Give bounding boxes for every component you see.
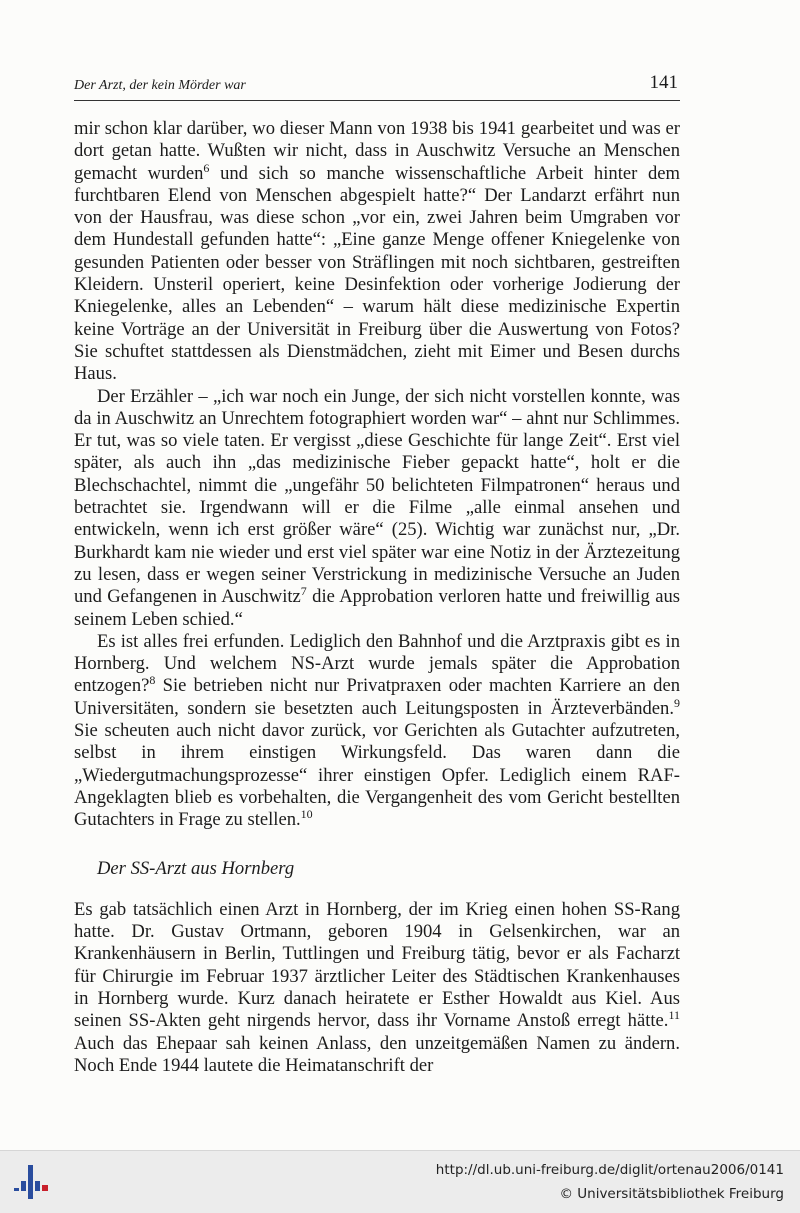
text-run: mir schon klar darüber, wo dieser Mann von 1938 bis 1941 gearbeitet und was er dort getan hatte. Wußten wir nicht, dass in Auschwitz Versuche an Menschen gemacht wurden — [74, 118, 680, 184]
document-url[interactable]: http://dl.ub.uni-freiburg.de/diglit/ortenau2006/0141 — [435, 1162, 784, 1178]
copyright-notice: © Universitätsbibliothek Freiburg — [559, 1186, 784, 1202]
text-run: und sich so manche wissenschaftliche Arbeit hinter dem furchtbaren Elend von Menschen abgespielt hatte?“ Der Landarzt erfährt nun von der Hausfrau, was diese schon „vor ein, zwei Jahren beim Umgraben vor dem Hundestall gefunden hatte“: „Eine ganze Menge offener Kniegelenke von gesunden Patienten oder besser von Sträflingen mit noch sichtbaren, gestreiften Kleidern. Unsteril operiert, keine Desinfektion oder vorherige Jodierung der Kniegelenke, alles an Lebenden“ – warum hält diese medizinische Expertin keine Vorträge an der Universität in Freiburg über die Auswertung von Fotos? Sie schuftet stattdessen als Dienstmädchen, zieht mit Eimer und Besen durchs Haus. — [74, 162, 680, 385]
paragraph — [74, 899, 680, 1077]
text-run: Sie scheuten auch nicht davor zurück, vor Gerichten als Gutachter aufzutreten, selbst in ihrem einstigen Wirkungsfeld. Das waren dann die „Wiedergutmachungsprozesse“ ihrer einstigen Opfer. Lediglich einem RAF-Angeklagten blieb es vorbehalten, die Vergangenheit des vom Gericht bestellten Gutachters in Frage zu stellen. — [74, 720, 680, 831]
body-text — [74, 118, 680, 1077]
text-run: Der Erzähler – „ich war noch ein Junge, der sich nicht vorstellen konnte, was da in Auschwitz an Unrechtem fotographiert worden war“ – ahnt nur Schlimmes. Er tut, was so viele taten. Er vergisst „diese Geschichte für lange Zeit“. Erst viel später, als auch ihn „das medizinische Fieber gepackt hatte“, holt er die Blechschachtel, nimmt die „ungefähr 50 belichteten Filmpatronen“ heraus und betrachtet sie. Irgendwann will er die Filme „alle einmal ansehen und entwickeln, wenn ich erst größer wäre“ (25). Wichtig war zunächst nur, „Dr. Burkhardt kam nie wieder und erst viel später war eine Notiz in der Ärztezeitung zu lesen, dass er wegen seiner Verstrickung in medizinische Versuche an Juden und Gefangenen in Auschwitz — [74, 385, 680, 608]
footnote-marker: 11 — [668, 1008, 680, 1023]
page-number: 141 — [649, 72, 678, 93]
footnote-marker: 6 — [203, 160, 210, 175]
section-heading: Der SS-Arzt aus Hornberg — [97, 857, 295, 879]
library-footer — [0, 1150, 800, 1213]
footnote-marker: 7 — [300, 584, 307, 599]
text-run: Es gab tatsächlich einen Arzt in Hornberg, der im Krieg einen hohen SS-Rang hatte. Dr. Gustav Ortmann, geboren 1904 in Gelsenkirchen, war an Krankenhäusern in Berlin, Tuttlingen und Freiburg tätig, bevor er als Facharzt für Chirurgie im Februar 1937 ärztlicher Leiter des Städtischen Krankenhauses in Hornberg wurde. Kurz danach heiratete er Esther Howaldt aus Kiel. Aus seinen SS-Akten geht nirgends hervor, dass ihr Vorname Anstoß erregt hätte. — [74, 898, 680, 1032]
running-title: Der Arzt, der kein Mörder war — [74, 78, 246, 93]
text-run: Es ist alles frei erfunden. Lediglich den Bahnhof und die Arztpraxis gibt es in Hornberg. Und welchem NS-Arzt wurde jemals später die Approbation entzogen? — [74, 630, 680, 697]
text-run: Auch das Ehepaar sah keinen Anlass, den unzeitgemäßen Namen zu ändern. Noch Ende 1944 lautete die Heimatanschrift der — [74, 1032, 680, 1076]
footnote-marker: 8 — [149, 673, 156, 688]
ub-freiburg-logo-icon — [12, 1161, 52, 1201]
paragraph — [74, 631, 680, 832]
running-header — [74, 72, 680, 101]
text-run: die Approbation verloren hatte und freiwillig aus seinem Leben schied.“ — [74, 586, 680, 630]
footnote-marker: 9 — [674, 695, 680, 710]
footnote-marker: 10 — [300, 807, 313, 822]
paragraph — [74, 118, 680, 386]
text-run: Sie betrieben nicht nur Privatpraxen oder machten Karriere an den Universitäten, sondern sie besetzten auch Leitungsposten in Ärzteverbänden. — [74, 675, 680, 719]
paragraph — [74, 386, 680, 631]
